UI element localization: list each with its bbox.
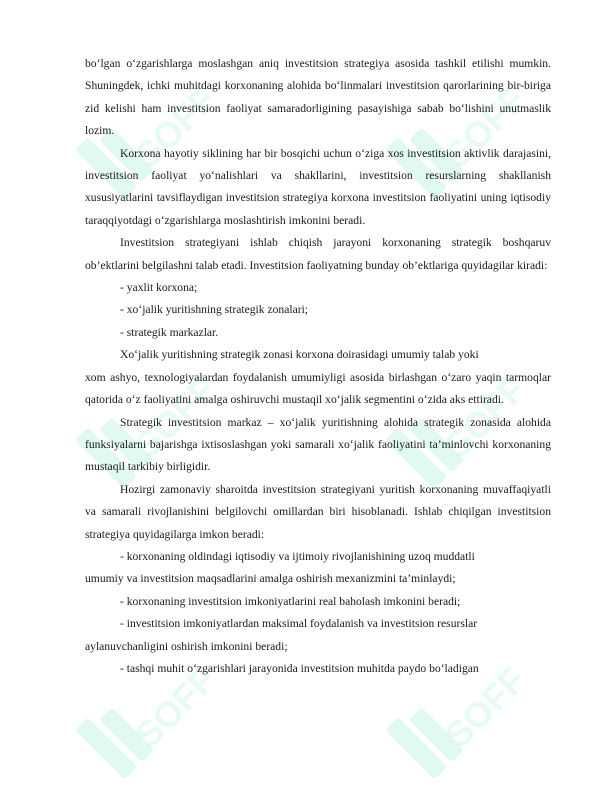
list-item: - yaxlit korxona; [120, 281, 198, 295]
list-item-continuation: aylanuvchanligini oshirish imkonini beradi; [85, 639, 288, 653]
list-item: - korxonaning investitsion imkoniyatlarini real baholash imkonini beradi; [120, 594, 461, 608]
watermark-text: SOFF [126, 368, 224, 466]
watermark-mark [75, 700, 154, 779]
list-item: - tashqi muhit o‘zgarishlari jarayonida investitsion muhitda paydo bo‘ladigan [120, 661, 479, 675]
list-item: - korxonaning oldindagi iqtisodiy va ijtimoiy rivojlanishining uzoq muddatli [120, 549, 475, 563]
watermark-text: SOFF [436, 658, 534, 756]
watermark-text: SOFF [126, 78, 224, 176]
watermark-text: SOFF [436, 78, 534, 176]
watermark-text: SOFF [436, 368, 534, 466]
watermark-text: SOFF [126, 658, 224, 756]
paragraph: Korxona hayotiy siklining har bir bosqichi uchun o‘ziga xos investitsion aktivlik darajasini, investitsion faoliyat yo‘nalishlari va shakllarini, investitsion resurslarning shakllanish xususiyatlarini tavsiflaydigan investitsion strategiya korxona investitsion faoliyatini uning iqtisodiy taraqqiyotdagi o‘zgarishlarga moslashtirish imkonini beradi. [85, 146, 551, 227]
paragraph: Investitsion strategiyani ishlab chiqish jarayoni korxonaning strategik boshqaruv ob’ektlarini belgilashni talab etadi. Investitsion faoliyatning bunday ob’ektlariga quyidagilar kiradi: [85, 236, 551, 272]
document-body [85, 53, 551, 680]
list-item: - investitsion imkoniyatlardan maksimal foydalanish va investitsion resurslar [120, 617, 478, 631]
paragraph: Hozirgi zamonaviy sharoitda investitsion strategiyani yuritish korxonaning muvaffaqiyatli va samarali rivojlanishini belgilovchi omillardan biri hisoblanadi. Ishlab chiqilgan investitsion strategiya quyidagilarga imkon beradi: [85, 482, 551, 541]
paragraph: bo‘lgan o‘zgarishlarga moslashgan aniq investitsion strategiya asosida tashkil etilishi mumkin. Shuningdek, ichki muhitdagi korxonaning alohida bo‘linmalari investitsion qarorlarining bir-biriga zid kelishi ham investitsion faoliyat samaradorligining pasayishiga sabab bo‘lishini unutmaslik lozim. [85, 57, 551, 138]
watermark-mark [385, 700, 464, 779]
paragraph-line: Xo‘jalik yuritishning strategik zonasi korxona doirasidagi umumiy talab yoki [120, 348, 479, 362]
list-item-continuation: umumiy va investitsion maqsadlarini amalga oshirish mexanizmini ta’minlaydi; [85, 572, 456, 586]
list-item: - xo‘jalik yuritishning strategik zonalari; [120, 303, 309, 317]
list-item: - strategik markazlar. [120, 325, 219, 339]
paragraph: xom ashyo, texnologiyalardan foydalanish umumiyligi asosida birlashgan o‘zaro yaqin tarmoqlar qatorida o‘z faoliyatini amalga oshiruvchi mustaqil xo‘jalik segmentini o‘zida aks ettiradi. [85, 370, 551, 407]
paragraph: Strategik investitsion markaz – xo‘jalik yuritishning alohida strategik zonasida alohida funksiyalarni bajarishga ixtisoslashgan yoki samarali xo‘jalik faoliyatini ta’minlovchi korxonaning mustaqil tarkibiy birligidir. [85, 415, 551, 474]
